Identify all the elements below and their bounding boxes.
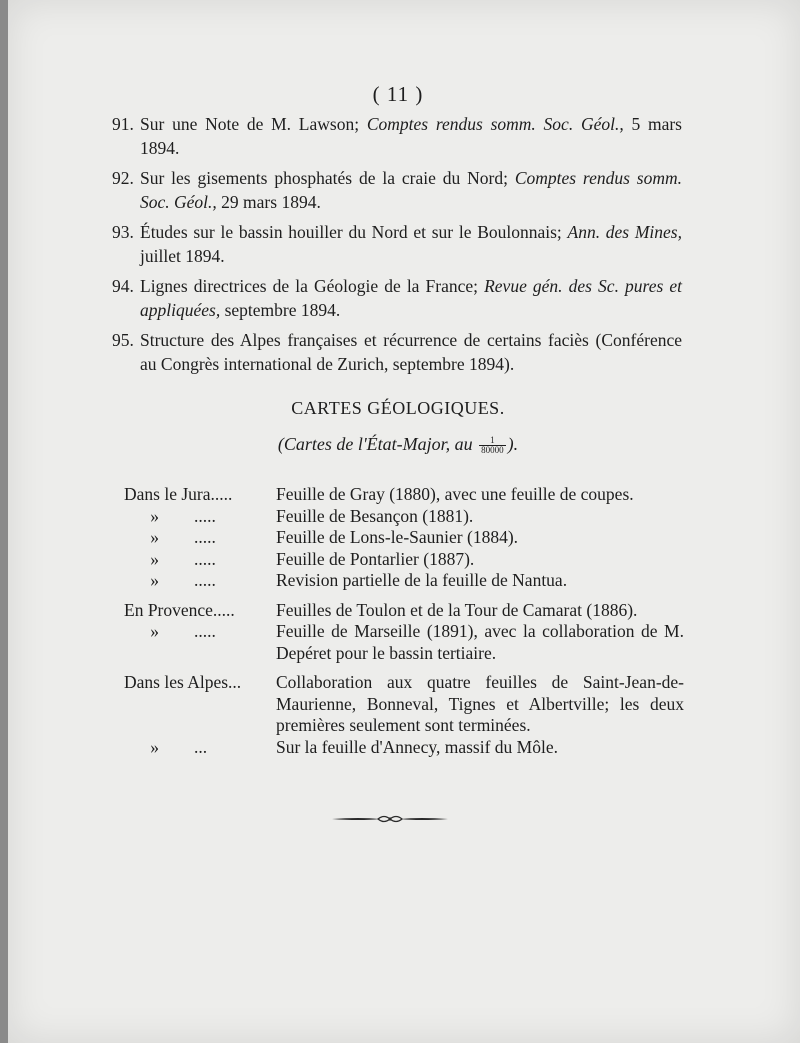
reference-date: 29 mars 1894. [216,192,321,212]
map-row [124,549,684,571]
reference-item [112,166,682,214]
region-label: » ..... [124,548,216,569]
region-label: En Provence..... [124,599,235,620]
reference-list [112,112,682,382]
reference-date: septembre 1894. [220,300,341,320]
map-description: Collaboration aux quatre feuilles de Saint-Jean-de-Maurienne, Bonneval, Tignes et Albertville; les deux premières seulement sont terminées. [276,672,684,735]
region-label: » ..... [124,505,216,526]
reference-date: juillet 1894. [140,246,225,266]
reference-text: Lignes directrices de la Géologie de la France; [140,276,485,296]
fraction-numerator: 1 [479,436,506,446]
reference-number: 93. [112,222,134,242]
reference-number: 95. [112,330,134,350]
reference-journal: Comptes rendus somm. Soc. Géol., [140,168,683,212]
map-description: Feuille de Gray (1880), avec une feuille de coupes. [276,484,634,504]
map-description: Feuille de Besançon (1881). [276,505,474,526]
reference-number: 92. [112,168,134,188]
reference-item [112,220,682,268]
region-label: » ..... [124,527,216,547]
subtitle-end: ). [507,434,519,454]
subtitle-text: (Cartes de l'État-Major, au [277,434,473,454]
document-page [8,0,800,1043]
region-label: » ... [124,736,208,757]
reference-journal: Comptes rendus somm. Soc. Géol., [366,114,624,134]
reference-journal: Ann. des Mines, [567,222,682,242]
map-description: Feuille de Lons-le-Saunier (1884). [276,527,519,547]
map-row [124,506,684,528]
section-subtitle [8,434,788,455]
reference-text: Études sur le bassin houiller du Nord et sur le Boulonnais; [140,222,568,242]
map-group-jura [124,484,684,592]
reference-journal: Revue gén. des Sc. pures et appliquées, [140,276,682,320]
region-label: » ..... [124,570,216,590]
region-label: Dans le Jura..... [124,484,233,504]
scale-fraction [479,436,506,455]
reference-text: Sur une Note de M. Lawson; [140,114,367,134]
region-label: » ..... [124,621,216,641]
map-row [124,621,684,664]
reference-item [112,274,682,322]
map-row [124,484,684,506]
reference-number: 91. [112,114,134,134]
map-row [124,527,684,549]
map-group-provence [124,600,684,665]
reference-item [112,112,682,160]
map-row [124,672,684,737]
map-row [124,737,684,759]
map-description: Feuille de Pontarlier (1887). [276,548,475,569]
ornament-divider-icon [330,812,450,826]
map-description: Revision partielle de la feuille de Nantua. [276,570,568,590]
map-description: Feuilles de Toulon et de la Tour de Camarat (1886). [276,599,638,620]
region-label: Dans les Alpes... [124,672,242,692]
map-description: Feuille de Marseille (1891), avec la collaboration de M. Depéret pour le bassin tertiaire. [276,621,684,663]
reference-date: 5 mars 1894. [140,114,682,158]
map-list [124,484,684,766]
map-row [124,570,684,592]
section-title: CARTES GÉOLOGIQUES. [291,398,505,418]
reference-text: Sur les gisements phosphatés de la craie du Nord; [140,168,515,188]
reference-text: Structure des Alpes françaises et récurrence de certains faciès (Conférence au Congrès international de Zurich, septembre 1894). [140,330,682,374]
fraction-denominator: 80000 [481,445,504,456]
map-description: Sur la feuille d'Annecy, massif du Môle. [276,736,558,757]
map-group-alpes [124,672,684,758]
reference-item [112,328,682,376]
page-number: ( 11 ) [372,82,424,106]
reference-number: 94. [112,276,134,296]
map-row [124,600,684,622]
